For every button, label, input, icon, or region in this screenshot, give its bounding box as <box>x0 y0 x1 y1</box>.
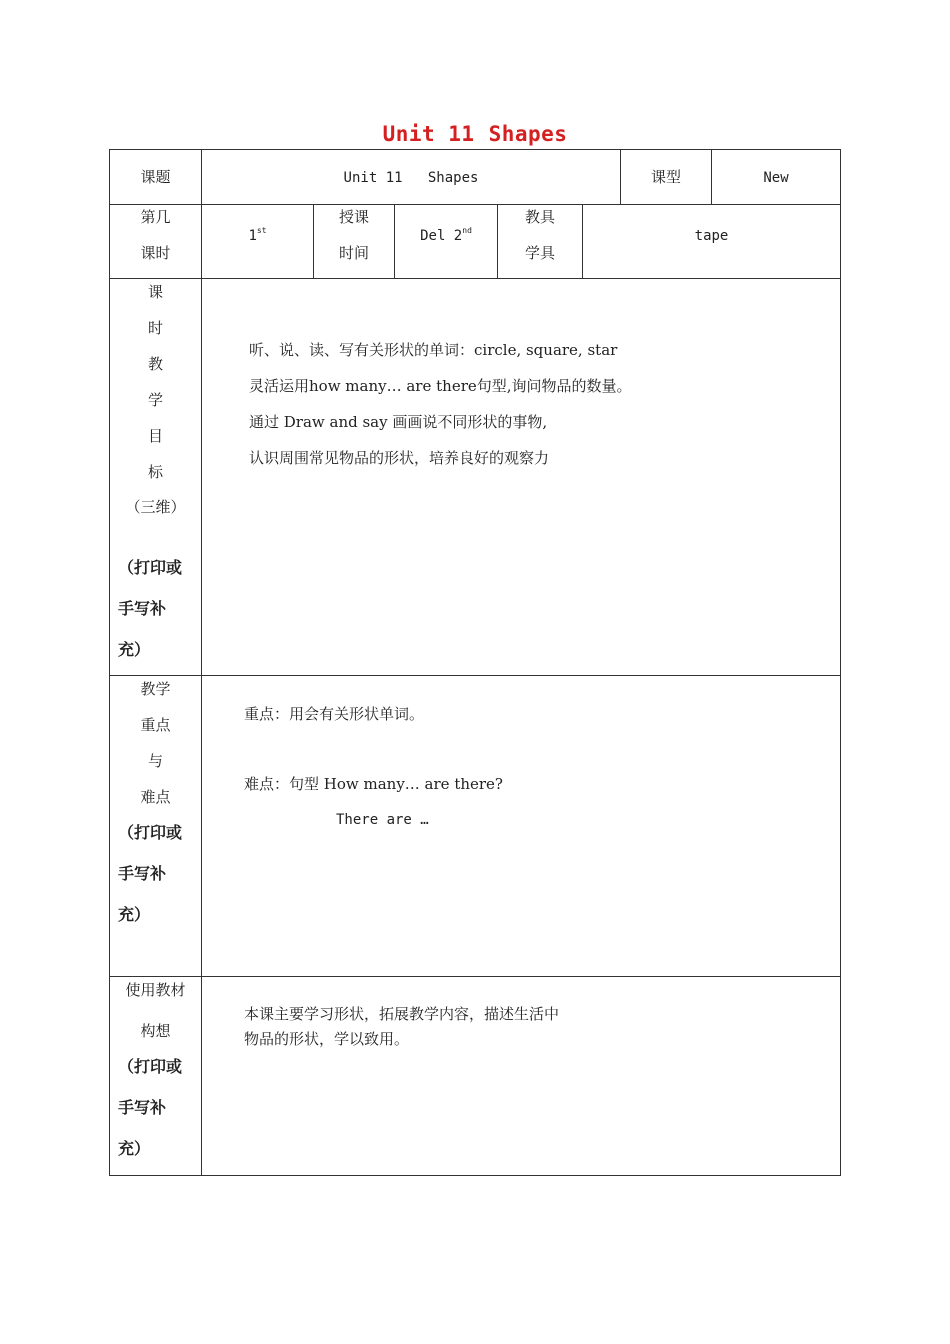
goals-label-sub: （三维） <box>125 498 186 516</box>
focus-label: 教学 <box>140 680 171 698</box>
goals-label-char: 标 <box>147 463 163 481</box>
goals-label-char: 时 <box>147 319 163 337</box>
goals-label-char: 教 <box>147 355 163 373</box>
row-divider <box>109 675 841 676</box>
material-supplement: （打印或 <box>118 1057 183 1076</box>
material-line: 物品的形状，学以致用。 <box>244 1030 410 1048</box>
focus-supplement: （打印或 <box>118 823 183 842</box>
difficulty-answer: There are … <box>336 812 429 828</box>
goal-line: 灵活运用how many… are there句型,询问物品的数量。 <box>249 377 632 395</box>
material-supplement: 充） <box>118 1139 151 1158</box>
lesson-label: 第几 <box>140 208 171 226</box>
column-divider <box>201 278 202 1176</box>
goal-line: 认识周围常见物品的形状，培养良好的观察力 <box>249 449 550 467</box>
page-title: Unit 11 Shapes <box>382 122 568 146</box>
tools-label: 学具 <box>524 244 555 262</box>
lesson-value: 1st <box>248 226 267 244</box>
row-divider <box>109 204 841 205</box>
difficulty: 难点：句型 How many… are there? <box>244 775 503 793</box>
focus-label: 与 <box>147 752 163 770</box>
tools-label: 教具 <box>524 208 555 226</box>
key-point: 重点：用会有关形状单词。 <box>244 705 425 723</box>
topic-value: Unit 11 Shapes <box>343 170 479 186</box>
tools-value: tape <box>694 228 729 244</box>
time-label: 授课 <box>338 208 369 226</box>
type-value: New <box>763 170 789 186</box>
row-divider <box>109 976 841 977</box>
goals-label-char: 学 <box>147 391 163 409</box>
focus-label: 重点 <box>140 716 171 734</box>
focus-label: 难点 <box>140 788 171 806</box>
material-line: 本课主要学习形状，拓展教学内容，描述生活中 <box>244 1005 560 1023</box>
goal-line: 听、说、读、写有关形状的单词：circle, square, star <box>249 341 618 359</box>
time-value: Del 2nd <box>420 226 472 244</box>
goals-label-char: 目 <box>147 427 163 445</box>
goals-label-char: 课 <box>147 283 163 301</box>
material-label: 使用教材 <box>125 981 186 999</box>
goals-supplement: 充） <box>118 640 151 659</box>
type-label: 课型 <box>650 168 681 186</box>
goals-supplement: （打印或 <box>118 558 183 577</box>
goals-supplement: 手写补 <box>118 599 167 618</box>
lesson-label: 课时 <box>140 244 171 262</box>
topic-label: 课题 <box>140 168 171 186</box>
focus-supplement: 手写补 <box>118 864 167 883</box>
material-supplement: 手写补 <box>118 1098 167 1117</box>
material-label: 构想 <box>140 1022 171 1040</box>
row-divider <box>109 278 841 279</box>
time-label: 时间 <box>338 244 369 262</box>
focus-supplement: 充） <box>118 905 151 924</box>
goal-line: 通过 Draw and say 画画说不同形状的事物, <box>249 413 548 431</box>
